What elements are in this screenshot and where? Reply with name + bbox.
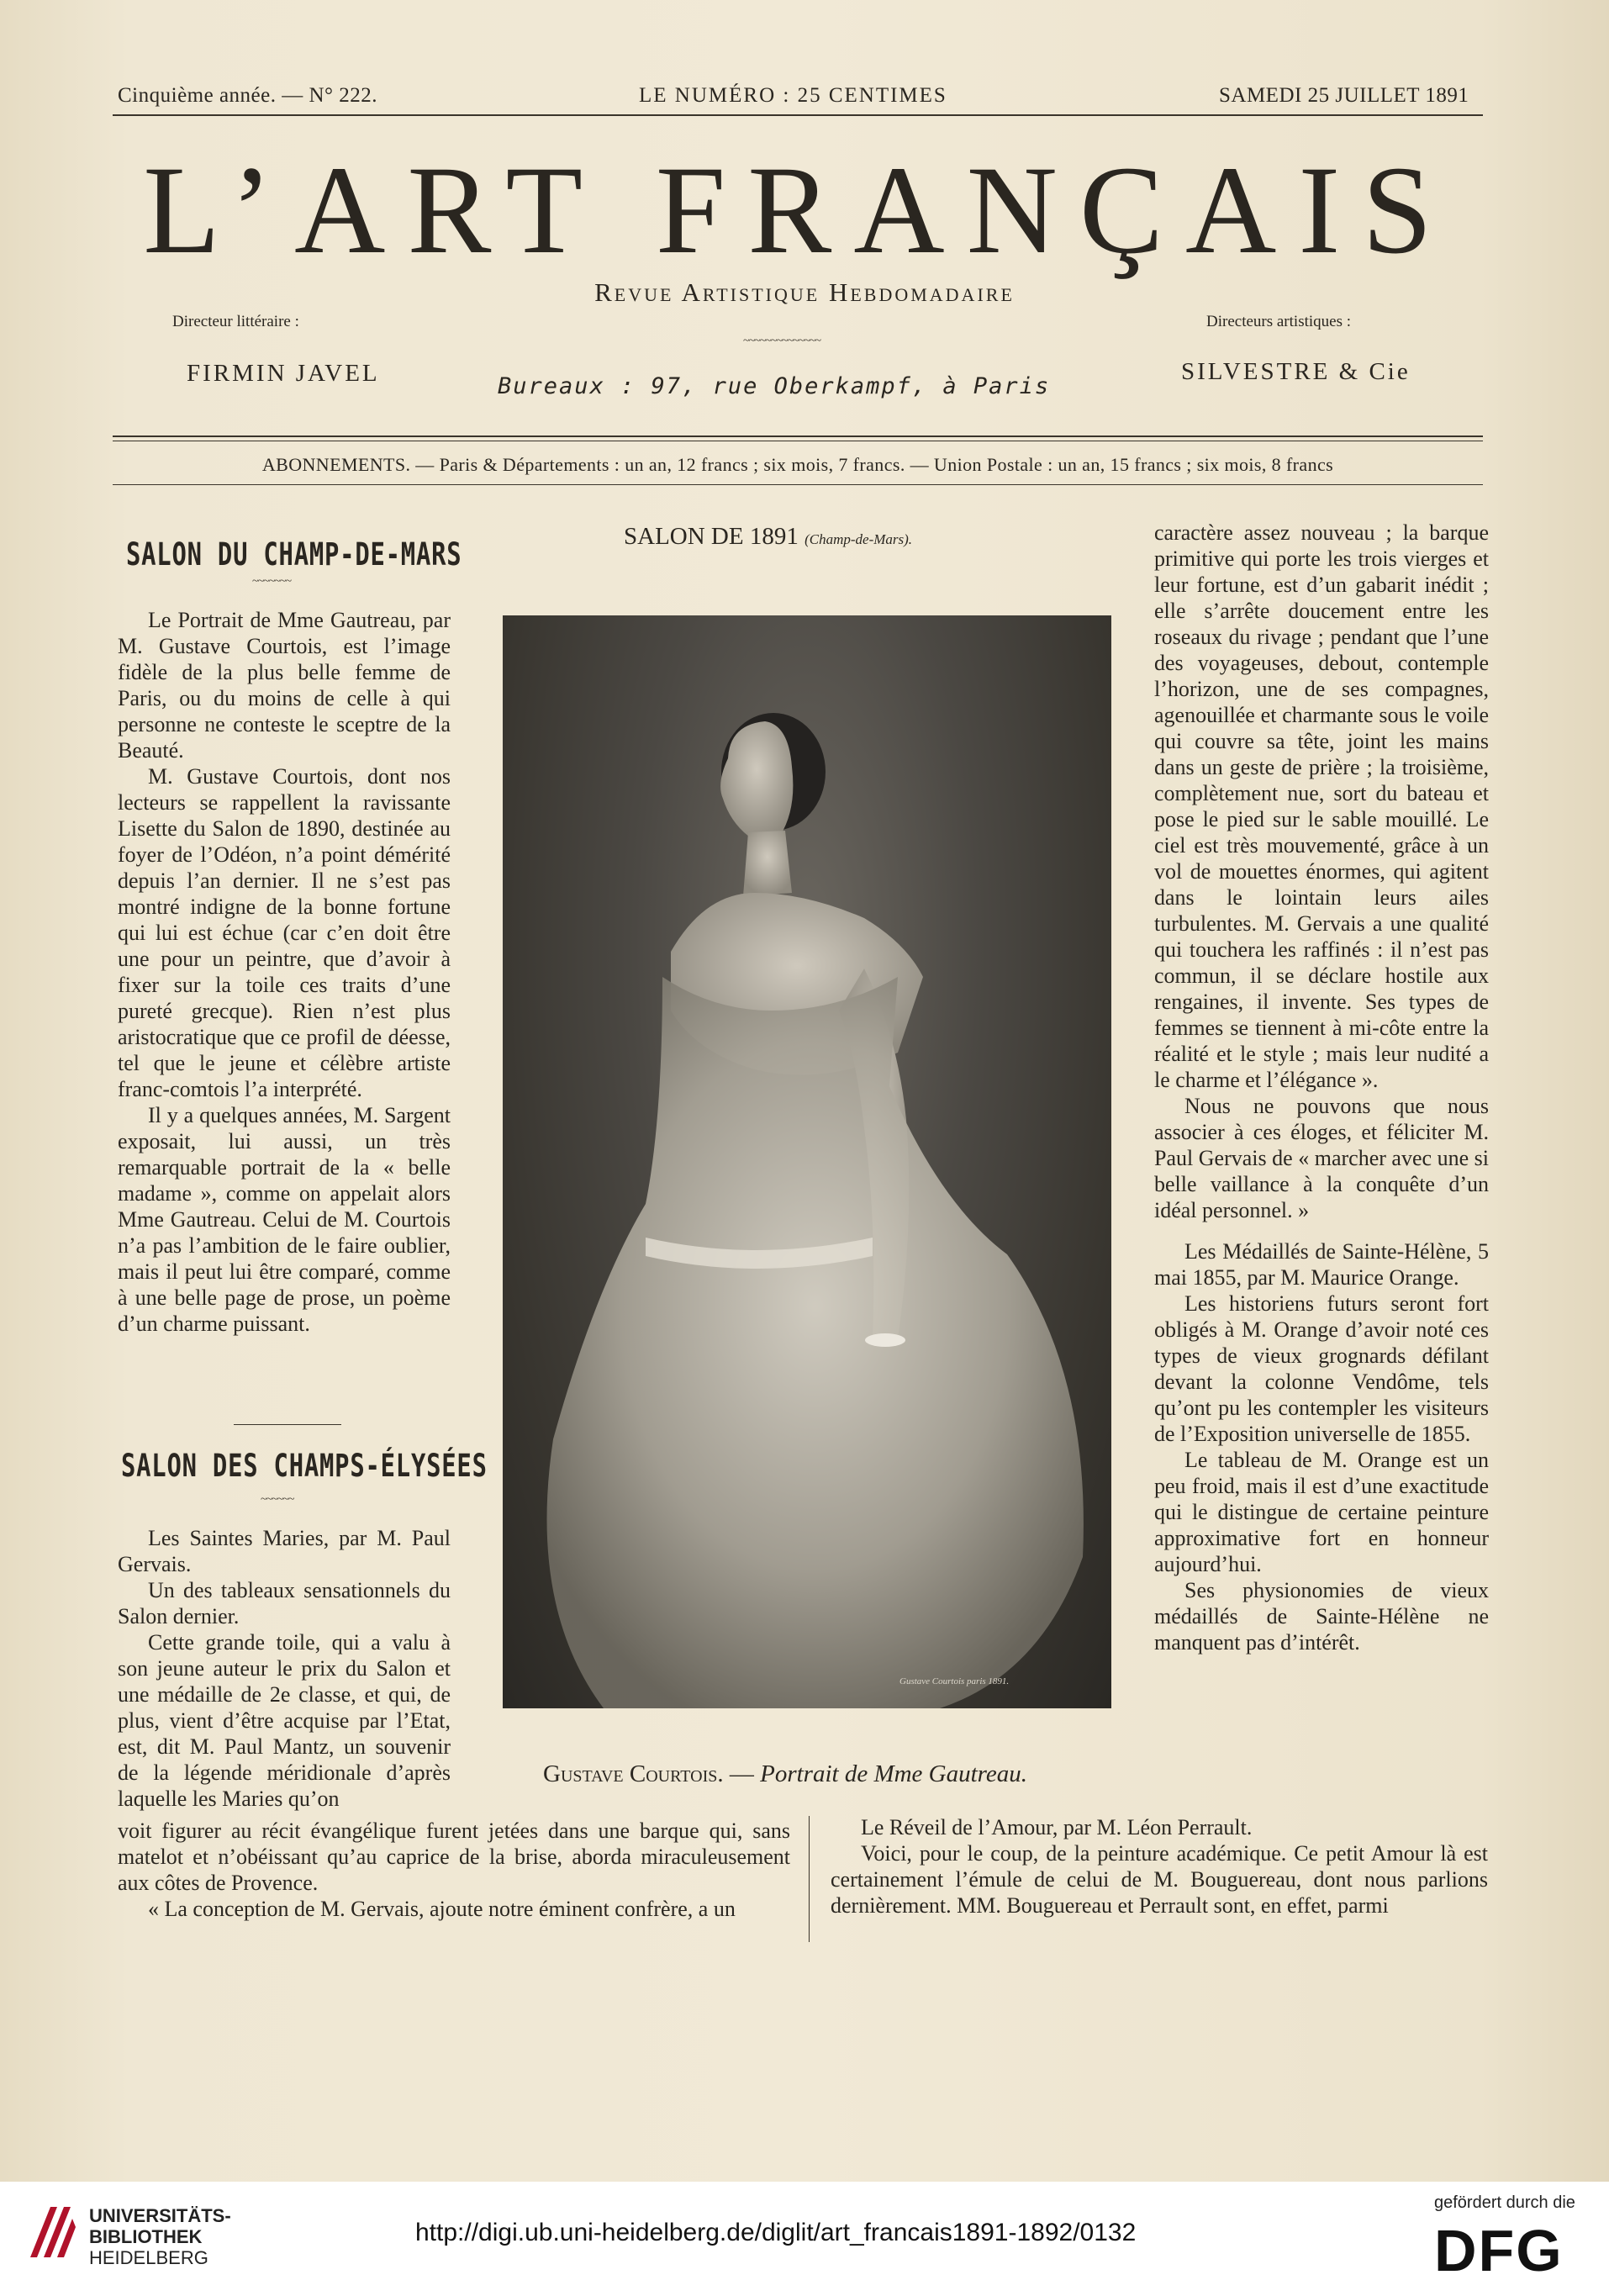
paragraph: Les historiens futurs seront fort obligés à M. Orange d’avoir noté ces types de vieux grognards défilant devant la colonne Vendôme, tels qu’ont pu les contempler les visiteurs de l’Exposition universelle de 1855.: [1154, 1291, 1489, 1446]
dfg-logo: DFG: [1434, 2218, 1564, 2283]
left-column-text-2: [118, 1525, 451, 1812]
price-label: LE NUMÉRO : 25 CENTIMES: [639, 84, 947, 107]
masthead-rule-top: [113, 435, 1483, 437]
library-name: [89, 2205, 231, 2268]
paragraph: Le tableau de M. Orange est un peu froid, mais il est d’une exactitude qui le distingue de certaine peinture approximative fort en honneur aujourd’hui.: [1154, 1448, 1489, 1576]
library-name-line: UNIVERSITÄTS-: [89, 2205, 231, 2226]
issue-date: SAMEDI 25 JUILLET 1891: [1219, 84, 1469, 107]
heading-champ-de-mars: SALON DU CHAMP-DE-MARS: [126, 536, 462, 573]
column-divider: [809, 1816, 810, 1942]
paragraph: M. Gustave Courtois, dont nos lecteurs se rappellent la ravissante Lisette du Salon de 1890, destinée au foyer de l’Odéon, n’a point démérité depuis l’an dernier. Il ne s’est pas montré indigne de la bonne fortune qui lui est échue (car c’en doit être une pour un peintre, que d’avoir à fixer sur la toile ces traits d’une pureté grecque). Rien n’est plus aristocratique que ce profil de déesse, tel que le jeune et célèbre artiste franc-comtois l’a interprété.: [118, 764, 451, 1101]
literary-director-name: FIRMIN JAVEL: [187, 360, 380, 387]
subscription-rule: [113, 484, 1483, 485]
library-name-line: HEIDELBERG: [89, 2247, 208, 2268]
artistic-directors-label: Directeurs artistiques :: [1206, 313, 1352, 330]
paragraph: Le Réveil de l’Amour, par M. Léon Perrault.: [861, 1815, 1253, 1839]
left-column-text-1: [118, 607, 451, 1337]
bottom-right-text: [831, 1814, 1488, 1919]
section-rule: [234, 1424, 341, 1425]
subscription-line: ABONNEMENTS. — Paris & Départements : un an, 12 francs ; six mois, 7 francs. — Union Postale : un an, 15 francs ; six mois, 8 francs: [261, 454, 1334, 475]
painter-signature: Gustave Courtois paris 1891.: [899, 1676, 1010, 1686]
paragraph: Le Portrait de Mme Gautreau, par M. Gustave Courtois, est l’image fidèle de la plus belle femme de Paris, ou du moins de celle à qui personne ne conteste le sceptre de la Beauté.: [118, 608, 451, 763]
bureaux-address: Bureaux : 97, rue Oberkampf, à Paris: [498, 373, 1051, 399]
paragraph: Un des tableaux sensationnels du Salon dernier.: [118, 1578, 451, 1628]
paragraph: Ses physionomies de vieux médaillés de Sainte-Hélène ne manquent pas d’intérêt.: [1154, 1578, 1489, 1655]
photo-caption: [543, 1760, 1027, 1788]
literary-director-label: Directeur littéraire :: [172, 313, 299, 330]
caption-dash: —: [729, 1760, 754, 1787]
paragraph: Il y a quelques années, M. Sargent exposait, lui aussi, un très remarquable portrait de la « belle madame », comme on appelait alors Mme Gautreau. Celui de M. Courtois n’a pas l’ambition de le faire oublier, mais il peut lui être comparé, comme à une belle page de prose, un poème d’un charme puissant.: [118, 1103, 451, 1336]
ornament-wavy: ~~~~~~~~~~~~~~: [743, 335, 821, 347]
library-logo-icon: [25, 2202, 79, 2262]
paragraph: Les Saintes Maries, par M. Paul Gervais.: [118, 1526, 451, 1576]
digitization-footer: [0, 2182, 1609, 2296]
ornament-wavy: ~~~~~~: [261, 1493, 294, 1506]
paragraph: caractère assez nouveau ; la barque primitive qui porte les trois vierges et leur fortune, est d’un gabarit inédit ; elle s’arrête doucement entre les roseaux du rivage ; pendant que l’une des voyageuses, debout, contemple l’horizon, une de ses compagnes, agenouillée et charmante sous le voile qui couvre sa tête, joint les mains dans un geste de prière ; la troisième, complètement nue, sort du bateau et pose le pied sur le sable mouillé. Le ciel est très mouvementé, grâce à un vol de mouettes énormes, qui agitent dans le lointain leurs ailes turbulentes. M. Gervais a une qualité qui touchera les raffinés : il n’est pas commun, il se déclare hostile aux rengaines, il invente. Ses types de femmes se tiennent à mi-côte entre la réalité et le style ; mais leur nudité a le charme et l’élégance ».: [1154, 520, 1489, 1092]
bottom-left-text: [118, 1818, 790, 1922]
paragraph: voit figurer au récit évangélique furent jetées dans une barque qui, sans matelot et n’obéissant qu’au caprice de la brise, aborda miraculeusement aux côtes de Provence.: [118, 1818, 790, 1895]
salon-title: [624, 523, 912, 551]
paragraph: « La conception de M. Gervais, ajoute notre éminent confrère, a un: [148, 1897, 736, 1921]
ornament-wavy: ~~~~~~~: [252, 575, 292, 588]
heading-champs-elysees: SALON DES CHAMPS-ÉLYSÉES: [121, 1448, 488, 1484]
masthead-title: L’ART FRANÇAIS: [143, 140, 1454, 280]
portrait-photograph: [503, 615, 1111, 1708]
library-name-line: BIBLIOTHEK: [89, 2226, 203, 2247]
caption-artist: Gustave Courtois.: [543, 1760, 724, 1787]
caption-title: Portrait de Mme Gautreau.: [760, 1760, 1027, 1787]
masthead-subtitle: Revue Artistique Hebdomadaire: [594, 277, 1015, 307]
issue-number: Cinquième année. — N° 222.: [118, 84, 378, 107]
paragraph: Les Médaillés de Sainte-Hélène, 5 mai 1855, par M. Maurice Orange.: [1154, 1239, 1489, 1290]
salon-title-sub: (Champ-de-Mars).: [804, 531, 913, 547]
artistic-directors-name: SILVESTRE & Cie: [1181, 358, 1411, 385]
paragraph: Voici, pour le coup, de la peinture académique. Ce petit Amour là est certainement l’émule de celui de M. Bouguereau, dont nous parlions dernièrement. MM. Bouguereau et Perrault sont, en effet, parmi: [831, 1841, 1488, 1918]
source-url-link[interactable]: http://digi.ub.uni-heidelberg.de/diglit/art_francais1891-1892/0132: [415, 2219, 1137, 2246]
funding-label: gefördert durch die: [1434, 2193, 1575, 2212]
paragraph: Nous ne pouvons que nous associer à ces éloges, et féliciter M. Paul Gervais de « marcher avec une si belle vaillance à la conquête d’un idéal personnel. »: [1154, 1094, 1489, 1222]
header-rule: [113, 114, 1483, 116]
portrait-figure: [503, 615, 1111, 1708]
right-column-text: [1154, 520, 1489, 1655]
salon-title-main: SALON DE 1891: [624, 523, 799, 550]
paragraph: Cette grande toile, qui a valu à son jeune auteur le prix du Salon et une médaille de 2e classe, et qui, de plus, vient d’être acquise par l’Etat, est, dit M. Paul Mantz, un souvenir de la légende méridionale d’après laquelle les Maries qu’on: [118, 1630, 451, 1811]
